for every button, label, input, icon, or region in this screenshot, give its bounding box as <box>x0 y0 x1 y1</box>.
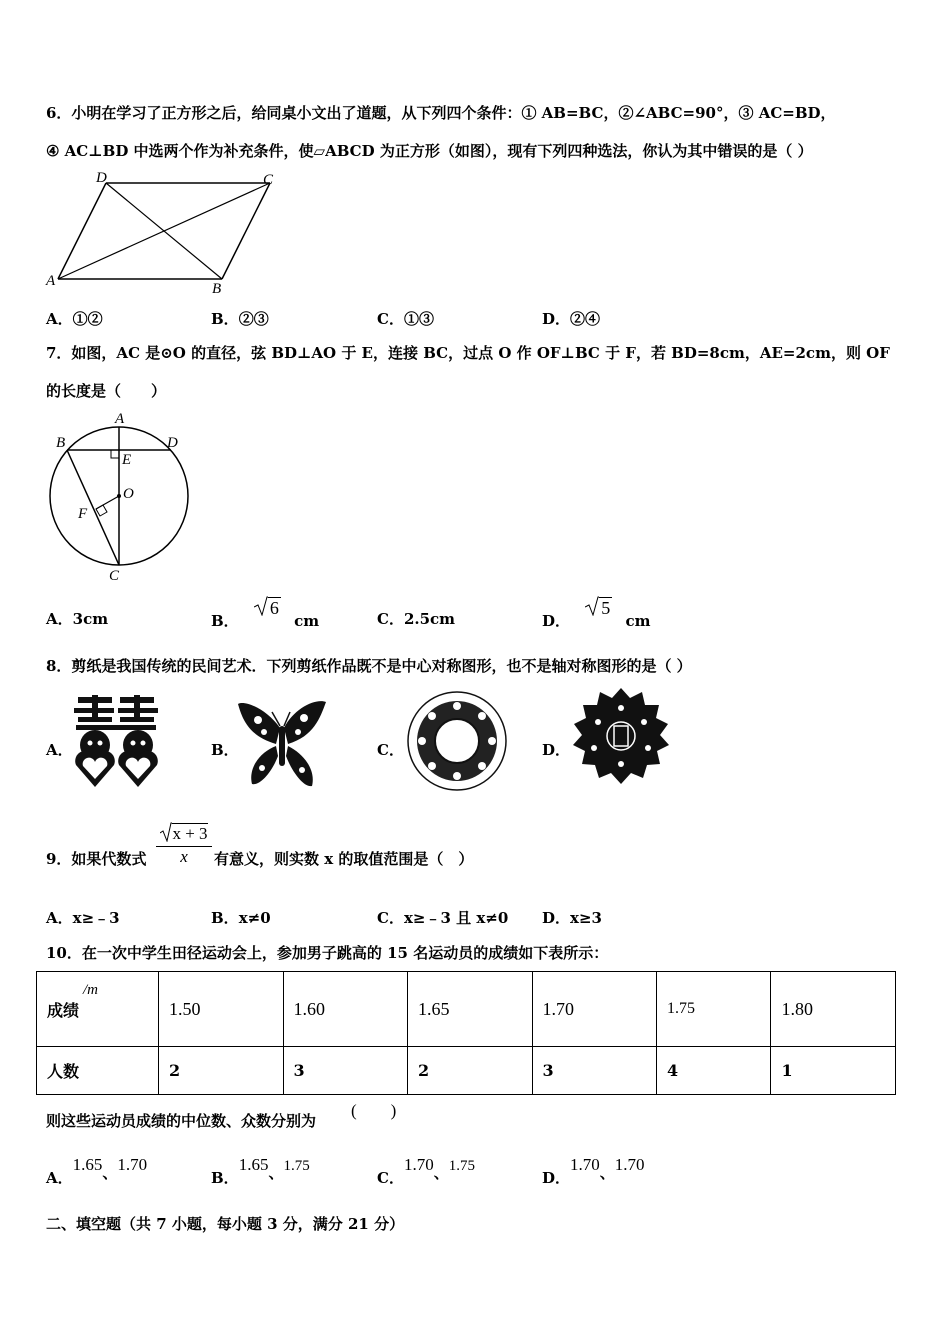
option-value: 1.65 <box>72 1155 103 1174</box>
circle-figure <box>40 408 200 588</box>
option-letter: C． <box>377 610 404 628</box>
option-value: 1.70 <box>117 1155 148 1174</box>
double-happiness-cutout-icon <box>72 695 162 789</box>
table-cell: 1 <box>771 1047 896 1095</box>
option-unit: cm <box>625 612 651 630</box>
side-cb <box>222 183 270 279</box>
table-cell: 1.75 <box>657 972 771 1047</box>
table-cell: 3 <box>532 1047 657 1095</box>
q6-option-d[interactable] <box>542 308 600 329</box>
label-c: C <box>109 568 120 584</box>
sqrt-expression <box>585 596 612 619</box>
label-d: D <box>167 435 178 451</box>
table-cell: 1.65 <box>408 972 533 1047</box>
radical-sign-icon <box>160 822 172 842</box>
q6-option-c[interactable] <box>377 308 434 329</box>
option-separator: 、 <box>102 1164 118 1182</box>
q7-text-line2: 的长度是（ ） <box>46 382 167 400</box>
parallelogram-figure <box>40 168 290 298</box>
table-cell: 2 <box>408 1047 533 1095</box>
option-separator: 、 <box>433 1164 449 1182</box>
header-cell-count: 人数 <box>37 1047 159 1095</box>
q10-option-a[interactable] <box>46 1154 148 1187</box>
option-text: x≥﹣3 <box>72 909 120 927</box>
option-separator: 、 <box>599 1164 615 1182</box>
q7-option-c[interactable] <box>377 608 455 629</box>
option-separator: 、 <box>268 1164 284 1182</box>
table-cell: 3 <box>283 1047 408 1095</box>
q10-option-b[interactable] <box>211 1154 310 1187</box>
q9-option-d[interactable] <box>542 907 602 928</box>
q7-option-a[interactable] <box>46 608 108 629</box>
q6-option-a[interactable] <box>46 308 103 329</box>
q10-option-c[interactable] <box>377 1154 475 1187</box>
option-letter: C． <box>377 909 404 927</box>
q7-text-line1: 7．如图，AC 是⊙O 的直径，弦 BD⊥AO 于 E，连接 BC，过点 O 作 OF⊥BC 于 F，若 BD=8cm，AE=2cm，则 OF <box>46 344 890 362</box>
option-value: 1.70 <box>403 1155 434 1174</box>
q10-question: 则这些运动员成绩的中位数、众数分别为 <box>46 1112 317 1130</box>
radicand: 6 <box>269 598 279 618</box>
option-value: 1.75 <box>283 1158 310 1174</box>
option-letter: B． <box>211 310 239 328</box>
radicand: 5 <box>601 598 611 618</box>
option-text: 3cm <box>72 610 109 628</box>
q8-text: 8．剪纸是我国传统的民间艺术．下列剪纸作品既不是中心对称图形，也不是轴对称图形的是（ ） <box>46 657 692 675</box>
option-text: ②④ <box>570 310 601 328</box>
option-letter: B． <box>211 741 239 759</box>
q8-option-a[interactable] <box>46 739 73 760</box>
table-cell: 4 <box>657 1047 771 1095</box>
q6-text-line2: ④ AC⊥BD 中选两个作为补充条件，使▱ABCD 为正方形（如图），现有下列四种选法，你认为其中错误的是（ ） <box>46 142 813 160</box>
ring-pattern-cutout-icon <box>406 690 508 792</box>
option-text: ②③ <box>238 310 269 328</box>
q6-option-b[interactable] <box>211 308 269 329</box>
side-ad <box>58 183 106 279</box>
fraction-denominator: x <box>156 846 212 867</box>
q8-option-c[interactable] <box>377 739 404 760</box>
option-letter: B． <box>211 612 239 630</box>
radical-sign-icon <box>254 596 268 616</box>
label-b: B <box>212 281 222 297</box>
radical-sign-icon <box>585 596 599 616</box>
q10-text: 10．在一次中学生田径运动会上，参加男子跳高的 15 名运动员的成绩如下表所示： <box>46 944 609 962</box>
option-text: x≥3 <box>570 909 602 927</box>
butterfly-cutout-icon <box>236 698 328 790</box>
option-letter: D． <box>542 310 571 328</box>
unit-label: /m <box>83 982 98 998</box>
label-a: A <box>115 411 125 427</box>
option-text: x≥﹣3 且 x≠0 <box>403 909 509 927</box>
option-text: 2.5cm <box>403 610 456 628</box>
label-b: B <box>56 435 66 451</box>
option-letter: A． <box>46 610 73 628</box>
option-unit: cm <box>294 612 320 630</box>
option-letter: D． <box>542 909 571 927</box>
option-text: x≠0 <box>238 909 271 927</box>
q9-suffix: 有意义，则实数 x 的取值范围是（ ） <box>214 850 474 868</box>
option-letter: D． <box>542 612 571 630</box>
q9-prefix: 9．如果代数式 <box>46 850 147 868</box>
option-text: ①③ <box>403 310 434 328</box>
table-cell: 1.70 <box>532 972 657 1047</box>
q7-option-d[interactable] <box>542 596 651 630</box>
option-letter: D． <box>542 1169 571 1187</box>
right-angle-e <box>111 450 119 458</box>
table-cell: 1.80 <box>771 972 896 1047</box>
label-f: F <box>78 506 88 522</box>
label-e: E <box>122 452 132 468</box>
q10-option-d[interactable] <box>542 1154 645 1187</box>
q8-option-d[interactable] <box>542 739 570 760</box>
option-letter: A． <box>46 1169 73 1187</box>
section-title: 二、填空题（共 7 小题，每小题 3 分，满分 21 分） <box>46 1215 405 1233</box>
option-value: 1.70 <box>614 1155 645 1174</box>
option-value: 1.65 <box>238 1155 269 1174</box>
segment-bc <box>67 450 119 565</box>
table-row-heights <box>37 972 896 1047</box>
option-value: 1.75 <box>448 1158 475 1174</box>
option-letter: C． <box>377 741 404 759</box>
label-a: A <box>46 273 56 289</box>
option-letter: D． <box>542 741 571 759</box>
header-cell-score: 成绩 /m <box>37 972 159 1047</box>
table-cell: 1.60 <box>283 972 408 1047</box>
diagonal-bd <box>106 183 222 279</box>
label-c: C <box>263 172 274 188</box>
q9-option-b[interactable] <box>211 907 271 928</box>
center-point <box>117 494 121 498</box>
right-angle-f <box>96 505 107 516</box>
q9-fraction <box>156 822 212 867</box>
table-cell: 2 <box>159 1047 284 1095</box>
table-cell: 1.50 <box>159 972 284 1047</box>
option-value: 1.70 <box>570 1155 600 1174</box>
option-letter: A． <box>46 909 73 927</box>
option-letter: A． <box>46 741 73 759</box>
q9-option-c[interactable] <box>377 907 508 928</box>
q7-option-b[interactable] <box>211 596 320 630</box>
option-letter: B． <box>211 909 239 927</box>
option-letter: A． <box>46 310 73 328</box>
fraction-numerator: x + 3 <box>156 822 212 844</box>
round-lace-cutout-icon <box>570 686 672 790</box>
q9-option-a[interactable] <box>46 907 120 928</box>
q8-option-b[interactable] <box>211 739 239 760</box>
option-letter: B． <box>211 1169 239 1187</box>
answer-paren: ( ) <box>351 1101 397 1120</box>
score-table <box>36 971 896 1095</box>
option-letter: C． <box>377 310 404 328</box>
option-text: ①② <box>72 310 103 328</box>
label-d: D <box>96 170 107 186</box>
label-o: O <box>123 486 134 502</box>
table-row-counts <box>37 1047 896 1095</box>
q6-text-line1: 6．小明在学习了正方形之后，给同桌小文出了道题，从下列四个条件：① AB=BC，②∠ABC=90°，③ AC=BD， <box>46 104 836 122</box>
option-letter: C． <box>377 1169 404 1187</box>
sqrt-expression <box>254 596 281 619</box>
